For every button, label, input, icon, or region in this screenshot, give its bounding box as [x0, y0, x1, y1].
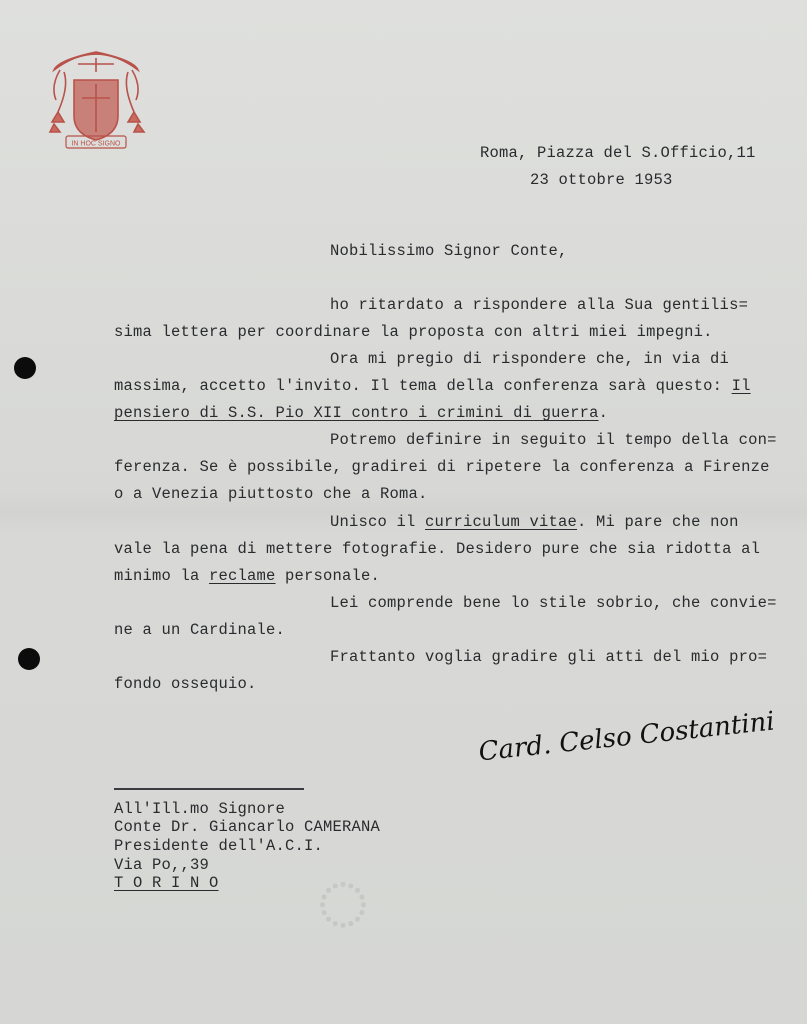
recipient-line: All'Ill.mo Signore — [114, 800, 286, 818]
body-line: Frattanto voglia gradire gli atti del mio pro= — [330, 648, 768, 666]
recipient-city: T O R I N O — [114, 874, 219, 892]
body-line: ho ritardato a rispondere alla Sua gentilis= — [330, 296, 749, 314]
body-line: pensiero di S.S. Pio XII contro i crimini di guerra. — [114, 404, 609, 422]
body-line: ferenza. Se è possibile, gradirei di ripetere la conferenza a Firenze — [114, 458, 770, 476]
punch-hole — [14, 357, 36, 379]
recipient-line: Conte Dr. Giancarlo CAMERANA — [114, 818, 381, 836]
letter-date: 23 ottobre 1953 — [530, 171, 673, 189]
body-line: vale la pena di mettere fotografie. Desidero pure che sia ridotta al — [114, 540, 761, 558]
separator-rule — [114, 788, 304, 790]
underlined-text: pensiero di S.S. Pio XII contro i crimini di guerra — [114, 404, 599, 422]
underlined-text: Il — [731, 377, 751, 395]
sender-address: Roma, Piazza del S.Officio,11 — [480, 144, 756, 162]
body-line: fondo ossequio. — [114, 675, 257, 693]
body-line: Lei comprende bene lo stile sobrio, che convie= — [330, 594, 777, 612]
salutation: Nobilissimo Signor Conte, — [330, 242, 568, 260]
body-line: Unisco il curriculum vitae. Mi pare che non — [330, 513, 739, 531]
punch-hole — [18, 648, 40, 670]
body-line: minimo la reclame personale. — [114, 567, 381, 585]
paper-watermark: ◌ — [292, 852, 394, 960]
crest-motto: IN HOC SIGNO — [71, 140, 121, 148]
recipient-line: Via Po,,39 — [114, 856, 210, 874]
cardinal-crest-logo — [44, 40, 148, 158]
underlined-text: curriculum vitae — [425, 513, 578, 531]
body-line: sima lettera per coordinare la proposta con altri miei impegni. — [114, 323, 713, 341]
underlined-text: reclame — [209, 567, 276, 585]
recipient-line: Presidente dell'A.C.I. — [114, 837, 324, 855]
signature-text: Card. Celso Costantini — [477, 706, 777, 768]
body-line: massima, accetto l'invito. Il tema della conferenza sarà questo: Il — [114, 377, 751, 395]
body-line: o a Venezia piuttosto che a Roma. — [114, 485, 428, 503]
body-line: Ora mi pregio di rispondere che, in via di — [330, 350, 730, 368]
handwritten-signature — [477, 706, 777, 792]
body-line: ne a un Cardinale. — [114, 621, 286, 639]
body-line: Potremo definire in seguito il tempo della con= — [330, 431, 777, 449]
